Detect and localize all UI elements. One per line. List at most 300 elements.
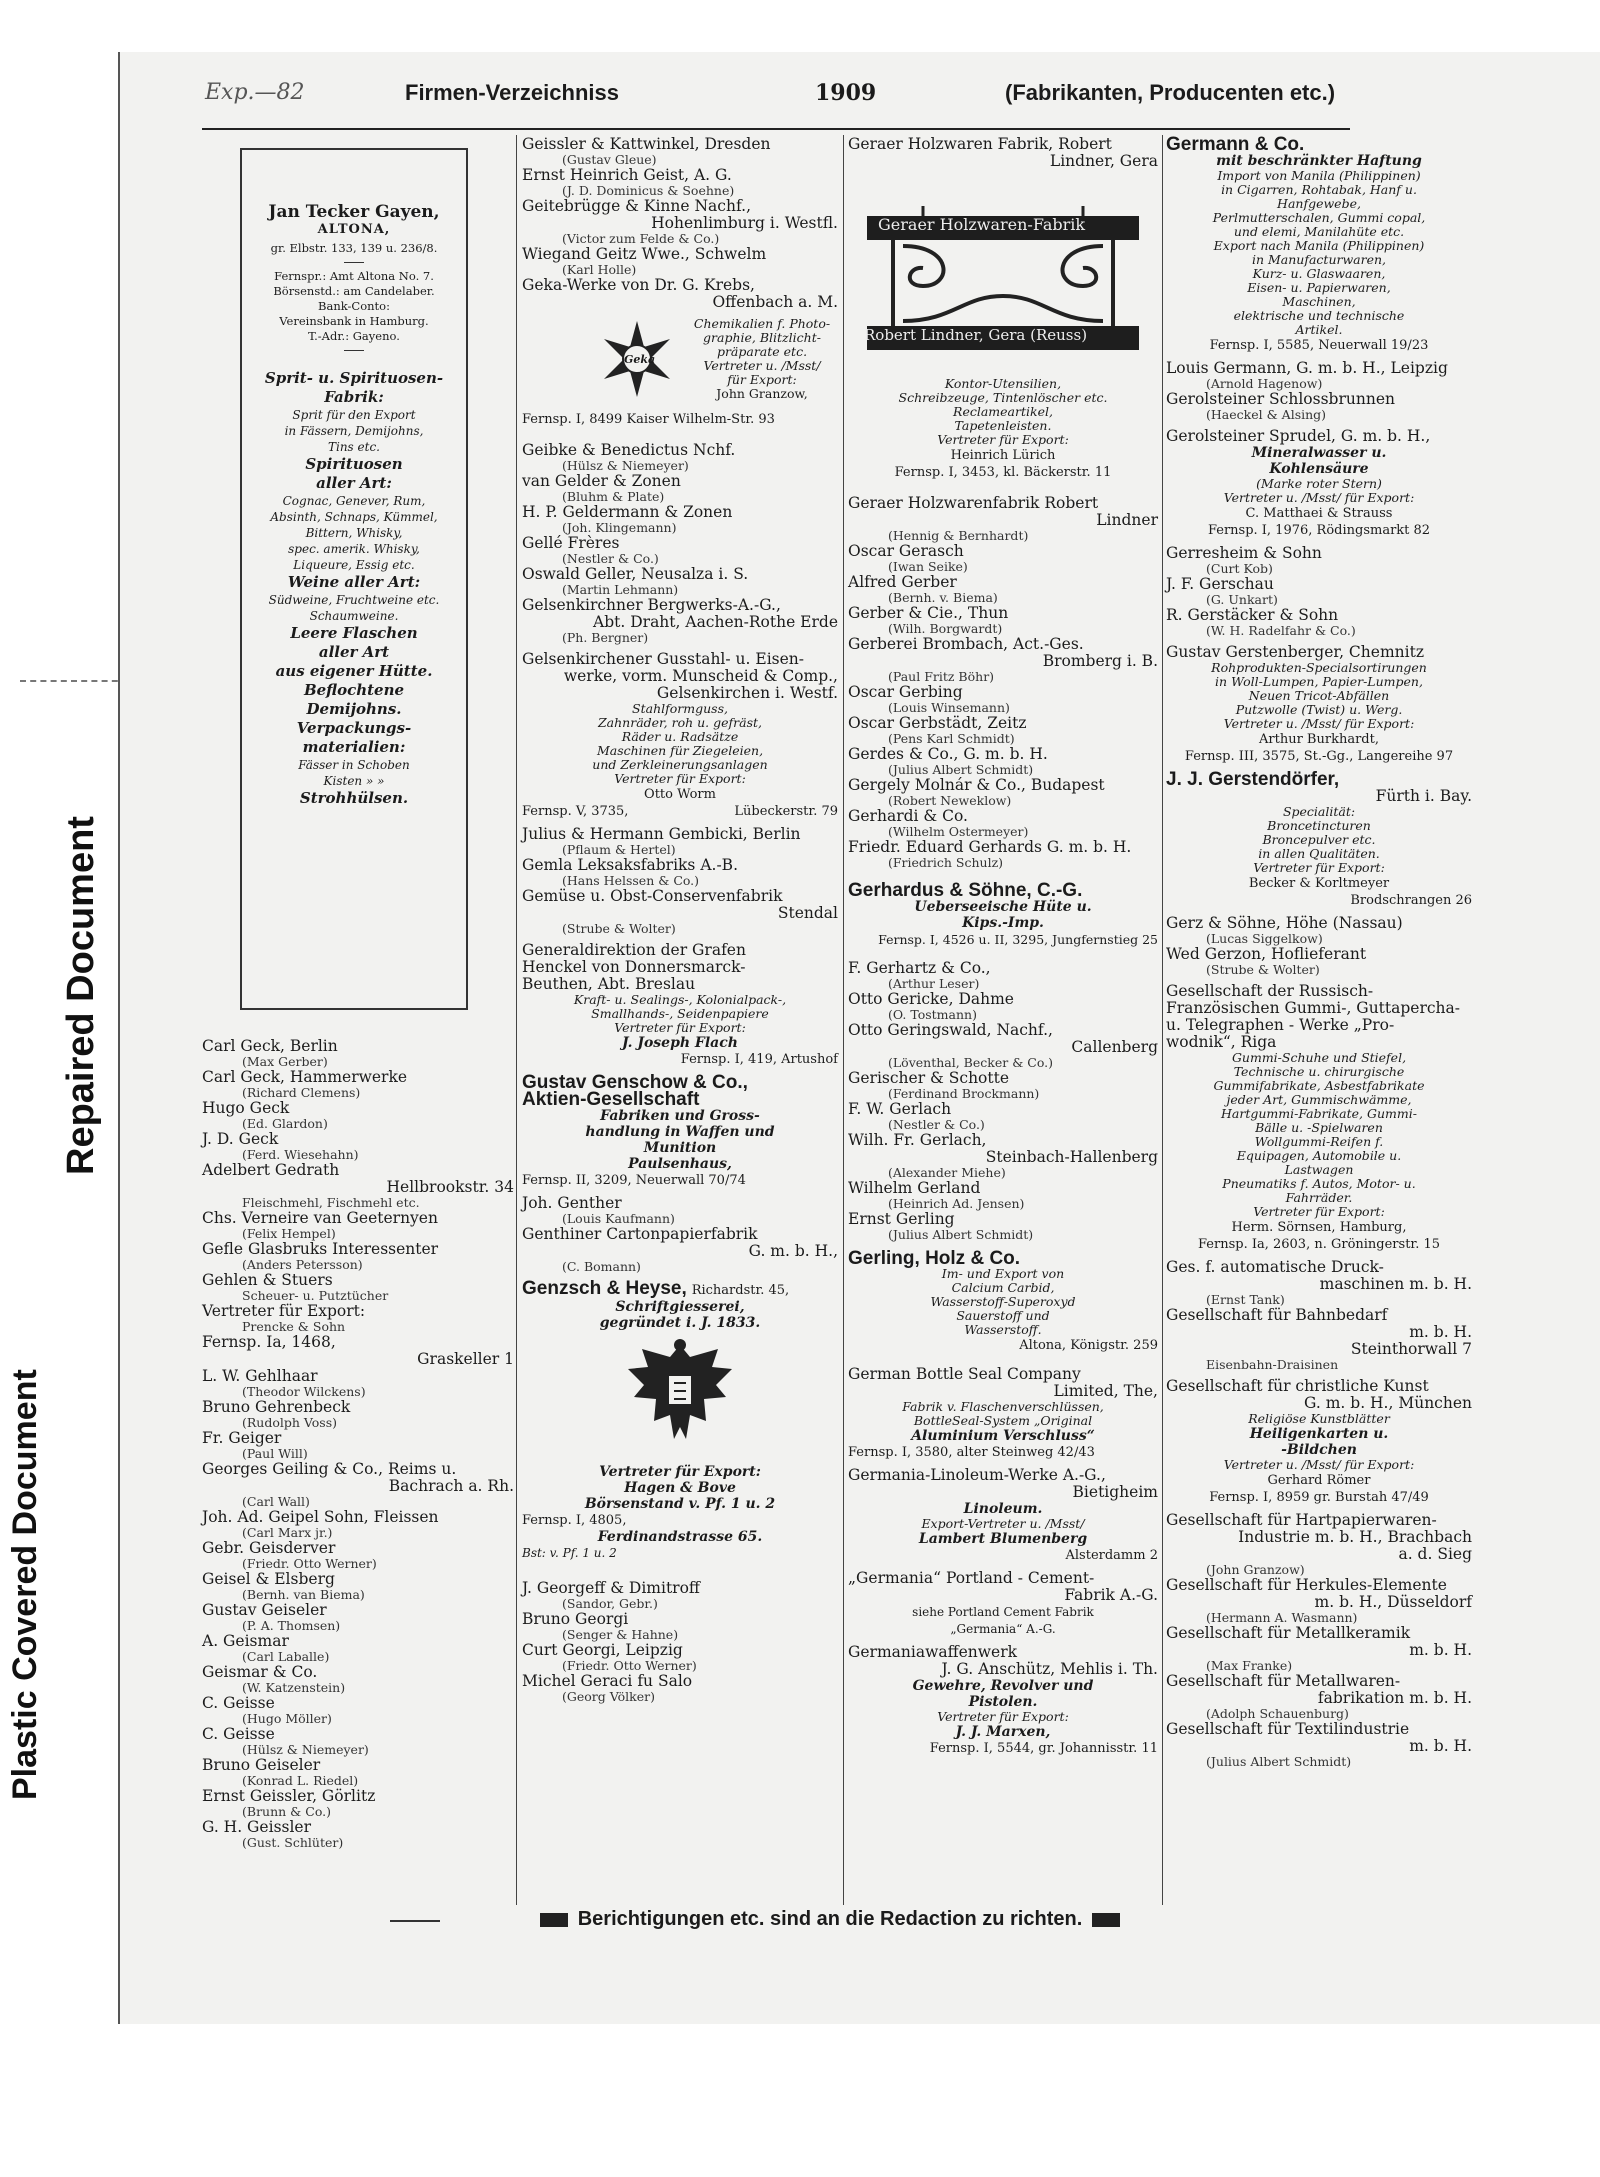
gussstahl-line: Zahnräder, roh u. gefräst,: [597, 715, 762, 730]
gerstendoerfer-line: Vertreter für Export:: [1253, 860, 1385, 875]
entry-agent: (P. A. Thomsen): [242, 1618, 341, 1633]
entry-name: Geka-Werke von Dr. G. Krebs,: [522, 276, 755, 294]
germann-line: in Manufacturwaren,: [1251, 252, 1387, 267]
gerhardus-line: Ueberseeische Hüte u.: [914, 899, 1092, 915]
entry-agent: (Hennig & Bernhardt): [888, 528, 1029, 543]
entry-agent: (Robert Neweklow): [888, 793, 1012, 808]
list-item: [1166, 576, 1472, 607]
russ-entry: [1166, 983, 1472, 1253]
germann-line: elektrische und technische: [1233, 308, 1405, 323]
ad-line: Schaumweine.: [309, 609, 399, 623]
entry-location: Stendal: [777, 904, 838, 922]
entry-name: Wiegand Geitz Wwe., Schwelm: [522, 245, 767, 263]
entry-agent: (Strube & Wolter): [562, 921, 676, 936]
germann-entry: [1166, 136, 1472, 354]
entry-location: Abt. Draht, Aachen-Rothe Erde: [593, 613, 838, 631]
portland-name2: Fabrik A.-G.: [1064, 1586, 1158, 1604]
generaldirektion-line: Vertreter für Export:: [614, 1020, 746, 1035]
entry-location: G. m. b. H.,: [748, 1242, 838, 1260]
entry-name: Geraer Holzwarenfabrik Robert: [848, 494, 1099, 512]
ad-line: Demijohns.: [306, 700, 402, 718]
entry-agent: (Martin Lehmann): [562, 582, 679, 597]
ad-line: Strohhülsen.: [299, 789, 409, 807]
ad-line: Sprit für den Export: [292, 408, 416, 422]
list-item: [202, 1100, 514, 1131]
gerstendoerfer-agent: Becker & Korltmeyer: [1248, 876, 1390, 891]
entry-agent: Scheuer- u. Putztücher: [242, 1288, 389, 1303]
entry-agent: (Löventhal, Becker & Co.): [888, 1055, 1054, 1070]
bottle-seal-entry: [848, 1366, 1158, 1461]
column-2: [522, 136, 838, 1704]
russ-line: Pneumatiks f. Autos, Motor- u.: [1222, 1176, 1416, 1191]
list-item: [848, 1101, 1158, 1132]
entry-location: m. b. H.: [1409, 1641, 1472, 1659]
russ-line: Wollgummi-Reifen f.: [1254, 1134, 1384, 1149]
gussstahl-name2: werke, vorm. Munscheid & Comp.,: [563, 667, 838, 685]
list-item: [202, 1788, 514, 1819]
entry-agent: (C. Bomann): [562, 1259, 641, 1274]
list-item: [202, 1633, 514, 1664]
ad-name: Jan Tecker Gayen,: [268, 202, 440, 222]
ad-address: gr. Elbstr. 133, 139 u. 236/8.: [270, 241, 438, 255]
sprudel-entry: [1166, 428, 1472, 539]
list-item: [202, 1461, 514, 1509]
ad-line: Südweine, Fruchtweine etc.: [268, 593, 440, 607]
column-rule-3: [1162, 135, 1163, 1905]
entry-agent: (W. Katzenstein): [242, 1680, 346, 1695]
linoleum-name: Germania-Linoleum-Werke A.-G.,: [848, 1466, 1106, 1484]
entry-name: Gustav Geiseler: [202, 1601, 327, 1619]
entry-agent: (Curt Kob): [1206, 561, 1273, 576]
entry-agent: (Lucas Siggelkow): [1206, 931, 1323, 946]
repaired-document-label: Repaired Document: [60, 816, 102, 1175]
germann-line: Eisen- u. Papierwaren,: [1247, 280, 1391, 295]
gerling-line: Sauerstoff und: [956, 1308, 1050, 1323]
list-item: [522, 1195, 838, 1226]
genzsch-line: gegründet i. J. 1833.: [599, 1315, 761, 1331]
list-item: [202, 1038, 514, 1069]
genschow-line: handlung in Waffen und: [585, 1124, 775, 1140]
entry-name: Geismar & Co.: [202, 1663, 318, 1681]
entry-agent: (Julius Albert Schmidt): [888, 762, 1034, 777]
entry-location: Industrie m. b. H., Brachbach: [1238, 1528, 1472, 1546]
geka-line: präparate etc.: [716, 344, 808, 359]
entry-name: Ernst Heinrich Geist, A. G.: [522, 166, 732, 184]
genzsch-fernsp: Fernsp. I, 4805,: [522, 1513, 627, 1528]
entry-agent: (Max Franke): [1206, 1658, 1293, 1673]
entry-name: C. Geisse: [202, 1725, 275, 1743]
entry-name: H. P. Geldermann & Zonen: [522, 503, 733, 521]
germann-line: Artikel.: [1295, 322, 1343, 337]
entry-name: Geisel & Elsberg: [202, 1570, 335, 1588]
bottle-line: Fabrik v. Flaschenverschlüssen,: [902, 1399, 1104, 1414]
entry-name: Geissler & Kattwinkel, Dresden: [522, 135, 771, 153]
geka-line: Chemikalien f. Photo-: [693, 316, 831, 331]
gerling-address: Altona, Königstr. 259: [1019, 1338, 1158, 1353]
list-item: [202, 1069, 514, 1100]
list-item: [1166, 607, 1472, 638]
list-item: [848, 1132, 1158, 1180]
russ-name3: wodnik“, Riga: [1166, 1033, 1277, 1051]
generaldirektion-line: Smallhands-, Seidenpapiere: [591, 1006, 769, 1021]
list-item: [522, 277, 838, 311]
list-item: [522, 857, 838, 888]
entry-name: Wed Gerzon, Hoflieferant: [1166, 945, 1367, 963]
entry-name: Gerz & Söhne, Höhe (Nassau): [1166, 914, 1403, 932]
entry-name: Joh. Genther: [522, 1194, 622, 1212]
column-rule-1: [516, 135, 517, 1905]
entry-location: Steinbach-Hallenberg: [985, 1148, 1158, 1166]
entry-name: Hugo Geck: [202, 1099, 290, 1117]
genschow-fernsp: Fernsp. II, 3209, Neuerwall 70/74: [522, 1173, 746, 1188]
sprudel-line: Mineralwasser u.: [1251, 445, 1387, 461]
ad-bank2: Vereinsbank in Hamburg.: [279, 314, 429, 328]
entry-agent: (Nestler & Co.): [888, 1117, 985, 1132]
entry-name: Ges. f. automatische Druck-: [1166, 1258, 1384, 1276]
entry-name: Gehlen & Stuers: [202, 1271, 333, 1289]
entry-agent: (Ferd. Wiesehahn): [242, 1147, 359, 1162]
portland-entry: [848, 1570, 1158, 1638]
entry-agent: (Carl Wall): [242, 1494, 310, 1509]
list-item: [202, 1334, 514, 1368]
ad-boerse: Börsenstd.: am Candelaber.: [273, 284, 435, 298]
russ-line: Gummifabrikate, Asbestfabrikate: [1213, 1078, 1425, 1093]
entry-name: Louis Germann, G. m. b. H., Leipzig: [1166, 359, 1448, 377]
list-item: [202, 1241, 514, 1272]
ad-line: materialien:: [302, 738, 406, 756]
gerhardus-entry: [848, 882, 1158, 948]
gerstendoerfer-line: Specialität:: [1282, 804, 1356, 819]
eagle-emblem-icon: [620, 1335, 740, 1460]
ad-line: in Fässern, Demijohns,: [284, 424, 424, 438]
entry-agent: (Pflaum & Hertel): [562, 842, 676, 857]
entry-name: Gemla Leksaksfabriks A.-B.: [522, 856, 738, 874]
entry-name: Wilh. Fr. Gerlach,: [848, 1131, 987, 1149]
entry-agent: (Friedrich Schulz): [888, 855, 1004, 870]
list-item: [848, 495, 1158, 543]
bottle-fernsp: Fernsp. I, 3580, alter Steinweg 42/43: [848, 1445, 1095, 1460]
entry-name: Julius & Hermann Gembicki, Berlin: [522, 825, 801, 843]
germann-line: in Cigarren, Rohtabak, Hanf u.: [1221, 182, 1417, 197]
gerhardus-name: Gerhardus & Söhne, C.-G.: [848, 880, 1083, 901]
list-item: [522, 566, 838, 597]
entry-agent: (Theodor Wilckens): [242, 1384, 366, 1399]
genzsch-bst: Bst: v. Pf. 1 u. 2: [522, 1546, 617, 1560]
list-item: [202, 1509, 514, 1540]
kunst-line: -Bildchen: [1281, 1442, 1357, 1458]
russ-name: Gesellschaft der Russisch-Französischen Gummi-, Guttapercha-: [1166, 982, 1461, 1017]
entry-name: Gerresheim & Sohn: [1166, 544, 1322, 562]
linoleum-entry: [848, 1467, 1158, 1564]
entry-agent: (Ed. Glardon): [242, 1116, 328, 1131]
entry-agent: (Hülsz & Niemeyer): [562, 458, 689, 473]
ad-line: Beflochtene: [303, 681, 405, 699]
gerling-line: Wasserstoff.: [964, 1322, 1042, 1337]
waffen-name: Germaniawaffenwerk: [848, 1643, 1018, 1661]
geka-line: Vertreter u. /Msst/: [703, 358, 821, 373]
entry-agent: (Victor zum Felde & Co.): [562, 231, 720, 246]
list-item: [522, 246, 838, 277]
gerstenberger-line: Putzwolle (Twist) u. Werg.: [1235, 702, 1403, 717]
lindner-agent: Heinrich Lürich: [950, 448, 1056, 463]
list-item: [202, 1303, 514, 1334]
ad-line: Sprit- u. Spirituosen-: [264, 369, 444, 387]
linoleum-agent: Lambert Blumenberg: [918, 1531, 1088, 1547]
gerstendoerfer-line: Broncepulver etc.: [1262, 832, 1376, 847]
entry-name: J. Georgeff & Dimitroff: [522, 1579, 700, 1597]
entry-location: maschinen m. b. H.: [1319, 1275, 1472, 1293]
germann-line: Perlmutterschalen, Gummi copal,: [1212, 210, 1426, 225]
entry-agent: (Hülsz & Niemeyer): [242, 1742, 369, 1757]
gerstenberger-name: Gustav Gerstenberger, Chemnitz: [1166, 643, 1424, 661]
header-category: (Fabrikanten, Producenten etc.): [1005, 80, 1336, 105]
linoleum-city: Bietigheim: [1072, 1483, 1158, 1501]
entry-name: Bruno Georgi: [522, 1610, 629, 1628]
list-item: [522, 504, 838, 535]
gerhardus-line: Kips.-Imp.: [962, 915, 1044, 931]
russ-name2: u. Telegraphen - Werke „Pro-: [1166, 1016, 1395, 1034]
column-3: [848, 136, 1158, 1757]
genzsch-entry: [522, 1280, 838, 1562]
entry-agent: (J. D. Dominicus & Soehne): [562, 183, 735, 198]
entry-agent: (Strube & Wolter): [1206, 962, 1320, 977]
entry-agent: (Adolph Schauenburg): [1206, 1706, 1349, 1721]
ad-line: spec. amerik. Whisky,: [288, 542, 420, 556]
footer-text: Berichtigungen etc. sind an die Redaction zu richten.: [577, 1908, 1083, 1930]
entry-location: m. b. H.: [1409, 1737, 1472, 1755]
entry-name: Gefle Glasbruks Interessenter: [202, 1240, 439, 1258]
entry-location: Bachrach a. Rh.: [388, 1477, 514, 1495]
entry-name: Gergely Molnár & Co., Budapest: [848, 776, 1105, 794]
linoleum-line: Linoleum.: [963, 1501, 1043, 1517]
entry-agent: Prencke & Sohn: [242, 1319, 346, 1334]
list-item: [848, 715, 1158, 746]
entry-agent: (Konrad L. Riedel): [242, 1773, 359, 1788]
entry-name: Joh. Ad. Geipel Sohn, Fleissen: [202, 1508, 439, 1526]
geka-line: graphie, Blitzlicht-: [703, 330, 821, 345]
list-item: [848, 636, 1158, 684]
entry-name: A. Geismar: [202, 1632, 289, 1650]
russ-line: Vertreter für Export:: [1253, 1204, 1385, 1219]
waffen-name2: J. G. Anschütz, Mehlis i. Th.: [941, 1660, 1158, 1678]
list-item: [522, 1673, 838, 1704]
entry-agent: (Wilhelm Ostermeyer): [888, 824, 1029, 839]
entry-name: Fr. Geiger: [202, 1429, 282, 1447]
entry-name: R. Gerstäcker & Sohn: [1166, 606, 1339, 624]
list-item: [848, 839, 1158, 870]
entry-agent: (G. Unkart): [1206, 592, 1278, 607]
geka-logo-text: Geka: [624, 353, 656, 366]
list-item: [522, 136, 838, 167]
entry-name: Chs. Verneire van Geeternyen: [202, 1209, 438, 1227]
portland-line: „Germania“ A.-G.: [950, 1622, 1056, 1636]
sprudel-line: Vertreter u. /Msst/ für Export:: [1223, 490, 1415, 505]
list-item: [848, 1022, 1158, 1070]
entry-location: Bromberg i. B.: [1042, 652, 1158, 670]
list-item: [1166, 360, 1472, 391]
entry-agent: (Joh. Klingemann): [562, 520, 677, 535]
generaldirektion-line: Kraft- u. Sealings-, Kolonialpack-,: [573, 992, 787, 1007]
genschow-line: Paulsenhaus,: [628, 1156, 732, 1172]
genzsch-line: Ferdinandstrasse 65.: [597, 1529, 763, 1545]
entry-name: Gesellschaft für Metallwaren-: [1166, 1672, 1401, 1690]
gussstahl-line: Stahlformguss,: [632, 701, 728, 716]
generaldirektion-agent: J. Joseph Flach: [622, 1035, 738, 1051]
waffen-agent: J. J. Marxen,: [955, 1724, 1051, 1740]
gerstendoerfer-name: J. J. Gerstendörfer,: [1166, 769, 1340, 790]
lindner-city: Lindner, Gera: [1049, 152, 1158, 170]
genzsch-address: Richardstr. 45,: [691, 1283, 790, 1298]
genzsch-line: Börsenstand v. Pf. 1 u. 2: [584, 1496, 776, 1512]
list-item: [522, 442, 838, 473]
ad-line: Spirituosen: [305, 455, 403, 473]
entry-agent: (Iwan Seike): [888, 559, 968, 574]
list-item: [522, 888, 838, 936]
entry-name: Otto Geringswald, Nachf.,: [848, 1021, 1053, 1039]
gerstenberger-line: in Woll-Lumpen, Papier-Lumpen,: [1215, 674, 1423, 689]
lindner-line: Kontor-Utensilien,: [944, 376, 1062, 391]
germann-line: und elemi, Manilahüte etc.: [1233, 224, 1405, 239]
germann-line: Export nach Manila (Philippinen): [1213, 238, 1425, 253]
generaldirektion-name2: Henckel von Donnersmarck-: [522, 958, 746, 976]
gerstenberger-entry: [1166, 644, 1472, 765]
entry-name: Vertreter für Export:: [202, 1302, 366, 1320]
waffen-line: Pistolen.: [968, 1694, 1038, 1710]
entry-name: Carl Geck, Hammerwerke: [202, 1068, 408, 1086]
entry-agent: (Hans Helssen & Co.): [562, 873, 700, 888]
entry-agent: (Hermann A. Wasmann): [1206, 1610, 1358, 1625]
list-item: [1166, 915, 1472, 946]
lindner-fernsp: Fernsp. I, 3453, kl. Bäckerstr. 11: [894, 465, 1112, 480]
list-item: [1166, 1625, 1472, 1673]
gerstendoerfer-city: Fürth i. Bay.: [1375, 787, 1472, 805]
entry-agent: (Louis Kaufmann): [562, 1211, 675, 1226]
entry-agent: (Ferdinand Brockmann): [888, 1086, 1040, 1101]
list-item: [848, 574, 1158, 605]
list-item: [202, 1162, 514, 1210]
sprudel-line: (Marke roter Stern): [1256, 476, 1382, 491]
list-item: [202, 1430, 514, 1461]
list-item: [848, 543, 1158, 574]
left-margin: [0, 0, 110, 2177]
entry-agent: (Gustav Gleue): [562, 152, 657, 167]
list-item: [1166, 1673, 1472, 1721]
russ-line: Lastwagen: [1284, 1162, 1354, 1177]
generaldirektion-fernsp: Fernsp. I, 419, Artushof: [680, 1052, 838, 1067]
germann-line: Maschinen,: [1282, 294, 1356, 309]
entry-location: fabrikation m. b. H.: [1317, 1689, 1472, 1707]
list-item: [848, 1211, 1158, 1242]
entry-agent: (Bernh. v. Biema): [888, 590, 998, 605]
entry-location: Hohenlimburg i. Westfl.: [651, 214, 838, 232]
entry-name: Gesellschaft für Hartpapierwaren-: [1166, 1511, 1437, 1529]
column-4: [1166, 136, 1472, 1769]
russ-line: Hartgummi-Fabrikate, Gummi-: [1221, 1106, 1417, 1121]
russ-line: jeder Art, Gummischwämme,: [1226, 1092, 1412, 1107]
entry-agent: (Ernst Tank): [1206, 1292, 1285, 1307]
ad-line: aller Art: [318, 643, 390, 661]
gussstahl-street: Lübeckerstr. 79: [734, 804, 838, 819]
generaldirektion-entry: [522, 942, 838, 1068]
sprudel-line: Kohlensäure: [1269, 461, 1369, 477]
geka-line: für Export:: [727, 372, 797, 387]
bottle-line: BottleSeal-System „Original: [913, 1413, 1093, 1428]
russ-line: Technische u. chirurgische: [1233, 1064, 1405, 1079]
ad-line: Bittern, Whisky,: [305, 526, 403, 540]
list-item: [522, 535, 838, 566]
portland-line: siehe Portland Cement Fabrik: [912, 1605, 1094, 1619]
list-item: [202, 1399, 514, 1430]
page-number: Exp.—82: [205, 80, 305, 105]
ad-line: Liqueure, Essig etc.: [293, 558, 415, 572]
lindner-entry: [848, 136, 1158, 481]
gerstenberger-line: Rohprodukten-Specialsortirungen: [1211, 660, 1427, 675]
entry-location: Lindner: [1096, 511, 1158, 529]
entry-name: C. Geisse: [202, 1694, 275, 1712]
entry-agent: (Sandor, Gebr.): [562, 1596, 658, 1611]
entry-agent: (Felix Hempel): [242, 1226, 336, 1241]
list-item: [1166, 1577, 1472, 1625]
germann-line: Hanfgewebe,: [1277, 196, 1361, 211]
entry-agent: (Ph. Bergner): [562, 630, 649, 645]
entry-location: Callenberg: [1071, 1038, 1158, 1056]
ad-city: ALTONA,: [317, 222, 391, 237]
sign-text-top: Geraer Holzwaren-Fabrik: [878, 215, 1086, 234]
entry-agent: (Hugo Möller): [242, 1711, 332, 1726]
ad-divider: [344, 262, 364, 263]
list-item: [202, 1540, 514, 1571]
ad-line: Fabrik:: [324, 388, 384, 406]
ad-line: Verpackungs-: [296, 719, 412, 737]
gussstahl-name3: Gelsenkirchen i. Westf.: [656, 684, 838, 702]
list-item: [202, 1726, 514, 1757]
entry-agent: (Karl Holle): [562, 262, 637, 277]
entry-name: Gesellschaft für Metallkeramik: [1166, 1624, 1411, 1642]
geka-advertisement: [522, 311, 838, 436]
entry-agent: (Max Gerber): [242, 1054, 328, 1069]
gayen-advertisement: [240, 148, 468, 1010]
entry-agent: (Heinrich Ad. Jensen): [888, 1196, 1025, 1211]
russ-agent: Herm. Sörnsen, Hamburg,: [1231, 1220, 1407, 1235]
portland-name: „Germania“ Portland - Cement-: [848, 1569, 1095, 1587]
entry-name: Genthiner Cartonpapierfabrik: [522, 1225, 758, 1243]
list-item: [1166, 946, 1472, 977]
entry-name: F. W. Gerlach: [848, 1100, 952, 1118]
genschow-name2: Aktien-Gesellschaft: [522, 1089, 700, 1110]
entry-name: Carl Geck, Berlin: [202, 1037, 338, 1055]
linoleum-line: Export-Vertreter u. /Msst/: [921, 1516, 1085, 1531]
waffen-line: Gewehre, Revolver und: [912, 1678, 1094, 1694]
entry-agent: (Julius Albert Schmidt): [1206, 1754, 1352, 1769]
entry-agent: (Pens Karl Schmidt): [888, 731, 1015, 746]
entry-agent: (John Granzow): [1206, 1562, 1305, 1577]
entry-name: Curt Georgi, Leipzig: [522, 1641, 683, 1659]
ad-tadr: T.-Adr.: Gayeno.: [308, 329, 400, 343]
gerhardus-fernsp: Fernsp. I, 4526 u. II, 3295, Jungfernstieg 25: [878, 932, 1158, 947]
list-item: [1166, 1721, 1472, 1769]
geka-line: John Granzow,: [716, 386, 808, 401]
page-header: [205, 80, 1345, 114]
generaldirektion-name: Generaldirektion der Grafen: [522, 941, 746, 959]
ad-bank: Bank-Conto:: [318, 299, 390, 313]
genschow-line: Fabriken und Gross-: [600, 1108, 760, 1124]
ad-line: Cognac, Genever, Rum,: [282, 494, 426, 508]
pointing-hand-icon: [1092, 1913, 1120, 1927]
list-item: [202, 1819, 514, 1850]
entry-name: Alfred Gerber: [848, 573, 957, 591]
entry-location: m. b. H.: [1409, 1323, 1472, 1341]
gussstahl-line: Maschinen für Ziegeleien,: [596, 743, 764, 758]
